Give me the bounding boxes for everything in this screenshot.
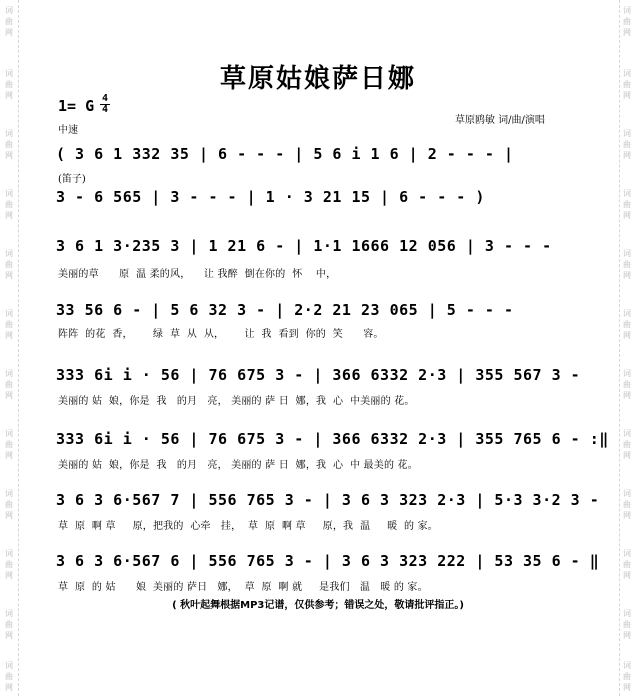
watermark-right-8: 词 曲 网 <box>623 429 631 460</box>
tempo-marking: 中速 <box>58 125 78 136</box>
notation-row-4: 33 56 6 - | 5 6 32 3 - | 2·2 21 23 065 | 5 - - - <box>56 301 514 319</box>
watermark-left-11: 词 曲 网 <box>5 609 13 640</box>
notation-row-3: 3 6 1 3·235 3 | 1 21 6 - | 1·1 1666 12 056 | 3 - - - <box>56 237 552 255</box>
notation-row-7: 3 6 3 6·567 7 | 556 765 3 - | 3 6 3 323 2·3 | 5·3 3·2 3 - <box>56 491 600 509</box>
notation-row-1: ( 3 6 1 332 35 | 6 - - - | 5 6 i 1 6 | 2 - - - | <box>56 145 514 163</box>
watermark-right-6: 词 曲 网 <box>623 309 631 340</box>
watermark-right-11: 词 曲 网 <box>623 609 631 640</box>
watermark-right-12: 词 曲 网 <box>623 661 631 692</box>
watermark-left-7: 词 曲 网 <box>5 369 13 400</box>
watermark-left-3: 词 曲 网 <box>5 129 13 160</box>
watermark-right-2: 词 曲 网 <box>623 69 631 100</box>
watermark-left-6: 词 曲 网 <box>5 309 13 340</box>
watermark-left-12: 词 曲 网 <box>5 661 13 692</box>
key-signature: 1= G <box>58 97 95 115</box>
notation-row-8: 3 6 3 6·567 6 | 556 765 3 - | 3 6 3 323 222 | 53 35 6 - ‖ <box>56 552 600 570</box>
watermark-right-9: 词 曲 网 <box>623 489 631 520</box>
right-margin-rule <box>619 0 620 696</box>
notation-row-2: 3 - 6 565 | 3 - - - | 1 · 3 21 15 | 6 - - - ) <box>56 188 485 206</box>
watermark-left-1: 词 曲 网 <box>5 6 13 37</box>
lyric-row-8: 草 原 的 姑 娘 美丽的 萨日 娜， 草 原 啊 就 是我们 温 暖 的 家。 <box>58 582 428 593</box>
watermark-right-3: 词 曲 网 <box>623 129 631 160</box>
left-margin-rule <box>18 0 19 696</box>
notation-row-6: 333 6i i · 56 | 76 675 3 - | 366 6332 2·3 | 355 765 6 - :‖ <box>56 430 609 448</box>
lyric-row-3: 美丽的草 原 温 柔的风， 让 我醉 倒在你的 怀 中， <box>58 269 337 280</box>
credits: 草原鸥敏 词/曲/演唱 <box>455 115 545 126</box>
watermark-right-10: 词 曲 网 <box>623 549 631 580</box>
footnote: ( 秋叶起舞根据MP3记谱，仅供参考；错误之处，敬请批评指正。) <box>172 600 464 611</box>
watermark-right-7: 词 曲 网 <box>623 369 631 400</box>
lyric-row-7: 草 原 啊 草 原，把我的 心牵 挂， 草 原 啊 草 原，我 温 暖 的 家。 <box>58 521 439 532</box>
time-signature-top: 4 <box>101 93 109 104</box>
time-signature <box>98 94 112 115</box>
watermark-right-1: 词 曲 网 <box>623 6 631 37</box>
lyric-row-5: 美丽的 姑 娘，你是 我 的月 亮， 美丽的 萨 日 娜，我 心 中美丽的 花。 <box>58 396 415 407</box>
watermark-left-4: 词 曲 网 <box>5 189 13 220</box>
lyric-row-6: 美丽的 姑 娘，你是 我 的月 亮， 美丽的 萨 日 娜，我 心 中 最美的 花。 <box>58 460 418 471</box>
notation-row-5: 333 6i i · 56 | 76 675 3 - | 366 6332 2·3 | 355 567 3 - <box>56 366 581 384</box>
watermark-left-9: 词 曲 网 <box>5 489 13 520</box>
watermark-right-4: 词 曲 网 <box>623 189 631 220</box>
watermark-right-5: 词 曲 网 <box>623 249 631 280</box>
lyric-row-4: 阵阵 的花 香， 绿 草 从 从， 让 我 看到 你的 笑 容。 <box>58 329 384 340</box>
watermark-left-5: 词 曲 网 <box>5 249 13 280</box>
watermark-left-2: 词 曲 网 <box>5 69 13 100</box>
song-title: 草原姑娘萨日娜 <box>219 64 416 94</box>
watermark-left-10: 词 曲 网 <box>5 549 13 580</box>
instrument-label: (笛子) <box>58 174 86 185</box>
time-signature-bottom: 4 <box>101 104 109 115</box>
watermark-left-8: 词 曲 网 <box>5 429 13 460</box>
